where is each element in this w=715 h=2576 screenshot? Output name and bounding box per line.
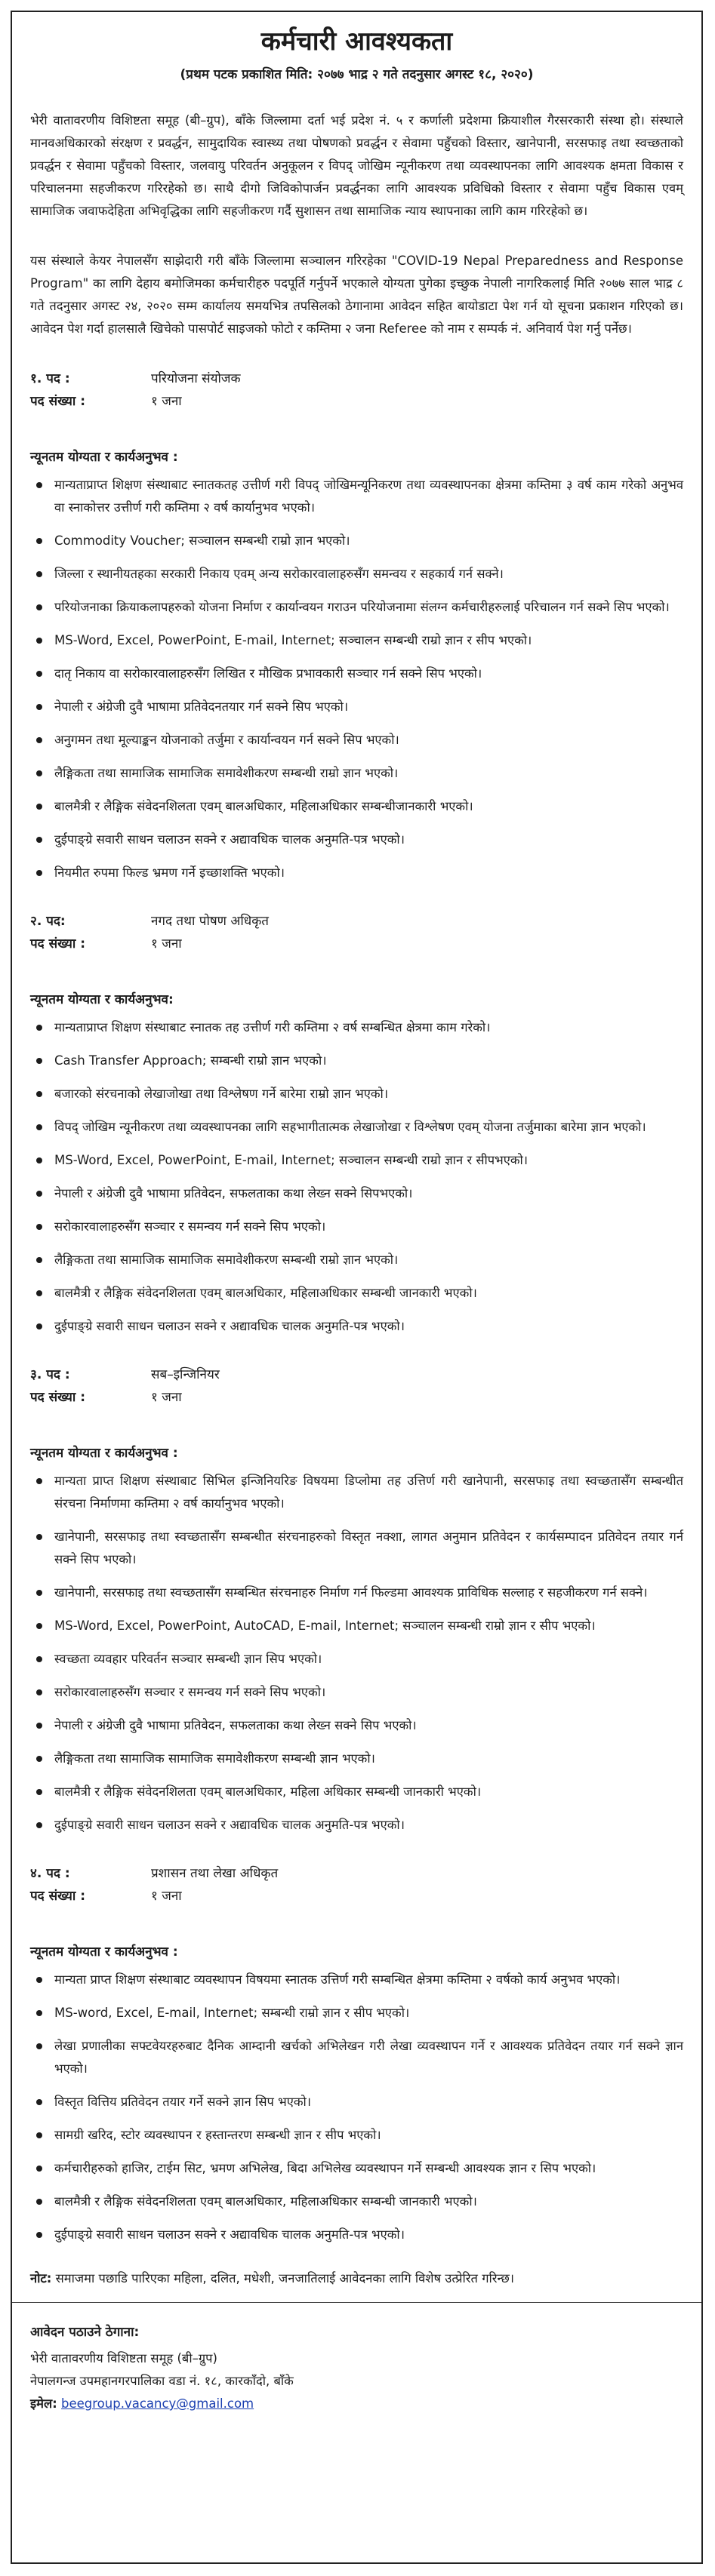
post-row bbox=[30, 367, 683, 390]
address-heading: आवेदन पठाउने ठेगाना: bbox=[30, 2325, 140, 2340]
requirement-item: खानेपानी, सरसफाइ तथा स्वच्छतासँग सम्बन्धीत संरचनाहरुको विस्तृत नक्शा, लागत अनुमान प्रतिवेदन र कार्यसम्पादन प्रतिवेदन तयार गर्न सक्ने सिप भएको। bbox=[54, 1526, 683, 1571]
post-title: नगद तथा पोषण अधिकृत bbox=[151, 914, 269, 929]
requirements-list bbox=[30, 474, 683, 884]
address-line: नेपालगन्ज उपमहानगरपालिका वडा नं. १८, कारकाँदो, बाँके bbox=[30, 2374, 294, 2388]
requirement-item: नेपाली र अंग्रेजी दुवै भाषामा प्रतिवेदनतयार गर्न सक्ने सिप भएको। bbox=[54, 696, 683, 718]
requirement-item: MS-Word, Excel, PowerPoint, E-mail, Internet; सञ्चालन सम्बन्धी राम्रो ज्ञान र सीप भएको। bbox=[54, 629, 683, 652]
requirement-item: सरोकारवालाहरुसँग सञ्चार र समन्वय गर्न सक्ने सिप भएको। bbox=[54, 1681, 683, 1704]
post-label: ३. पद : bbox=[30, 1367, 70, 1382]
email-label: इमेल: bbox=[30, 2396, 57, 2411]
requirement-item: Commodity Voucher; सञ्चालन सम्बन्धी राम्रो ज्ञान भएको। bbox=[54, 530, 683, 552]
note-text: समाजमा पछाडि पारिएका महिला, दलित, मधेशी, जनजातिलाई आवेदनका लागि विशेष उत्प्रेरित गरिन्छ। bbox=[55, 2271, 515, 2286]
post-count-label: पद संख्या : bbox=[30, 936, 86, 951]
requirement-item: बालमैत्री र लैङ्गिक संवेदनशिलता एवम् बालअधिकार, महिला अधिकार सम्बन्धी जानकारी भएको। bbox=[54, 1781, 683, 1803]
post-count-value: १ जना bbox=[151, 936, 182, 951]
vacancy-notice bbox=[11, 11, 703, 2564]
requirement-item: परियोजनाका क्रियाकलापहरुको योजना निर्माण र कार्यान्वयन गराउन परियोजनामा संलग्न कर्मचारीहरुलाई परिचालन गर्न सक्ने सिप भएको। bbox=[54, 596, 683, 619]
requirements-list bbox=[30, 1016, 683, 1338]
requirement-item: मान्यता प्राप्त शिक्षण संस्थाबाट व्यवस्थापन विषयमा स्नातक उत्तिर्ण गरी सम्बन्धित क्षेत्रमा कम्तिमा २ वर्षको कार्य अनुभव भएको। bbox=[54, 1969, 683, 1991]
position-section bbox=[30, 367, 683, 884]
requirement-item: बालमैत्री र लैङ्गिक संवेदनशिलता एवम् बालअधिकार, महिलाअधिकार सम्बन्धी जानकारी भएको। bbox=[54, 2190, 683, 2213]
requirement-item: बालमैत्री र लैङ्गिक संवेदनशिलता एवम् बालअधिकार, महिलाअधिकार सम्बन्धीजानकारी भएको। bbox=[54, 795, 683, 818]
requirement-item: दुईपाङ्ग्रे सवारी साधन चलाउन सक्ने र अद्यावधिक चालक अनुमति-पत्र भएको। bbox=[54, 1315, 683, 1338]
requirement-item: मान्यता प्राप्त शिक्षण संस्थाबाट सिभिल इन्जिनियरिङ विषयमा डिप्लोमा तह उत्तिर्ण गरी खानेपानी, सरसफाइ तथा स्वच्छतासँग सम्बन्धीत संरचना निर्माणमा कम्तिमा २ वर्ष कार्यानुभव भएको। bbox=[54, 1470, 683, 1515]
notice-title: कर्मचारी आवश्यकता bbox=[260, 26, 453, 57]
post-count-value: १ जना bbox=[151, 394, 182, 409]
requirements-heading: न्यूनतम योग्यता र कार्यअनुभव: bbox=[30, 992, 174, 1007]
requirement-item: नेपाली र अंग्रेजी दुवै भाषामा प्रतिवेदन, सफलताका कथा लेख्न सक्ने सिप भएको। bbox=[54, 1714, 683, 1737]
post-title: सब–इन्जिनियर bbox=[151, 1367, 220, 1382]
requirement-item: बजारको संरचनाको लेखाजोखा तथा विश्लेषण गर्ने बारेमा राम्रो ज्ञान भएको। bbox=[54, 1083, 683, 1105]
post-count-value: १ जना bbox=[151, 1390, 182, 1405]
requirement-item: सामग्री खरिद, स्टोर व्यवस्थापन र हस्तान्तरण सम्बन्धी ज्ञान र सीप भएको। bbox=[54, 2124, 683, 2147]
post-title: परियोजना संयोजक bbox=[151, 371, 241, 386]
position-section bbox=[30, 910, 683, 1338]
requirements-heading: न्यूनतम योग्यता र कार्यअनुभव : bbox=[30, 450, 178, 465]
notice-subtitle: (प्रथम पटक प्रकाशित मिति: २०७७ भाद्र २ गते तदनुसार अगस्ट १८, २०२०) bbox=[180, 67, 534, 82]
post-title: प्रशासन तथा लेखा अधिकृत bbox=[151, 1866, 279, 1881]
requirement-item: दुईपाङ्ग्रे सवारी साधन चलाउन सक्ने र अद्यावधिक चालक अनुमति-पत्र भएको। bbox=[54, 1814, 683, 1837]
post-count-label: पद संख्या : bbox=[30, 1390, 86, 1405]
requirement-item: स्वच्छता व्यवहार परिवर्तन सञ्चार सम्बन्धी ज्ञान सिप भएको। bbox=[54, 1648, 683, 1671]
post-row bbox=[30, 1363, 683, 1386]
email-link[interactable]: beegroup.vacancy@gmail.com bbox=[61, 2396, 254, 2411]
post-row bbox=[30, 910, 683, 933]
post-count-row bbox=[30, 1885, 683, 1907]
requirement-item: लेखा प्रणालीका सफ्टवेयरहरुबाट दैनिक आम्दानी खर्चको अभिलेखन गरी लेखा व्यवस्थापन गर्ने र आवश्यक प्रतिवेदन तयार गर्न सक्ने ज्ञान भएको। bbox=[54, 2035, 683, 2080]
requirement-item: लैङ्गिकता तथा सामाजिक सामाजिक समावेशीकरण सम्बन्धी राम्रो ज्ञान भएको। bbox=[54, 1249, 683, 1271]
requirement-item: कर्मचारीहरुको हाजिर, टाईम सिट, भ्रमण अभिलेख, बिदा अभिलेख व्यवस्थापन गर्ने सम्बन्धी आवश्यक ज्ञान र सिप भएको। bbox=[54, 2157, 683, 2180]
note bbox=[30, 2267, 683, 2290]
intro-paragraph: यस संस्थाले केयर नेपालसँग साझेदारी गरी बाँके जिल्लामा सञ्चालन गरिरहेका "COVID-19 Nepal Preparedness and Response Program" का लागि देहाय बमोजिमका कर्मचारीहरु पदपूर्ति गर्नुपर्ने भएकाले योग्यता पुगेका इच्छुक नेपाली नागरिकलाई मिति २०७७ साल भाद्र ८ गते तदनुसार अगस्ट २४, २०२० सम्म कार्यालय समयभित्र तपसिलको ठेगानामा आवेदन सहित बायोडाटा पेश गर्न यो सूचना प्रकाशन गरिएको छ। आवेदन पेश गर्दा हालसालै खिचेको पासपोर्ट साइजको फोटो र कम्तिमा २ जना Referee को नाम र सम्पर्क नं. अनिवार्य पेश गर्नु पर्नेछ। bbox=[30, 254, 683, 336]
requirement-item: विपद् जोखिम न्यूनीकरण तथा व्यवस्थापनका लागि सहभागीतात्मक लेखाजोखा र विश्लेषण एवम् योजना तर्जुमाका बारेमा ज्ञान भएको। bbox=[54, 1116, 683, 1139]
requirement-item: नेपाली र अंग्रेजी दुवै भाषामा प्रतिवेदन, सफलताका कथा लेख्न सक्ने सिपभएको। bbox=[54, 1182, 683, 1205]
position-section bbox=[30, 1363, 683, 1837]
address-line: भेरी वातावरणीय विशिष्टता समूह (बी–ग्रुप) bbox=[30, 2351, 217, 2365]
requirements-heading: न्यूनतम योग्यता र कार्यअनुभव : bbox=[30, 1446, 178, 1461]
requirement-item: नियमीत रुपमा फिल्ड भ्रमण गर्ने इच्छाशक्ति भएको। bbox=[54, 862, 683, 884]
intro-paragraph: भेरी वातावरणीय विशिष्टता समूह (बी–ग्रुप), बाँके जिल्लामा दर्ता भई प्रदेश नं. ५ र कर्णाली प्रदेशमा क्रियाशील गैरसरकारी संस्था हो। संस्थाले मानवअधिकारको संरक्षण र प्रवर्द्धन, सामुदायिक स्वास्थ्य तथा पोषणको प्रवर्द्धन र सेवामा पहुँचको विस्तार, खानेपानी, सरसफाइ तथा स्वच्छताको प्रवर्द्धन र सेवामा पहुँचको विस्तार, जलवायु परिवर्तन अनुकूलन र विपद् जोखिम न्यूनीकरण तथा व्यवस्थापनका लागि आवश्यक क्षमता विकास र परिचालनमा सहजीकरण गरिरहेको छ। साथै दीगो जिविकोपार्जन प्रवर्द्धनका लागि आवश्यक प्रविधिको विस्तार र सेवामा पहुँच विकास एवम् सामाजिक जवाफदेहिता अभिवृद्धिका लागि सहजीकरण गर्दै सुशासन तथा सामाजिक न्याय स्थापनाका लागि काम गरिरहेको छ। bbox=[30, 113, 683, 218]
post-count-row bbox=[30, 933, 683, 955]
position-section bbox=[30, 1862, 683, 2246]
note-label: नोट: bbox=[30, 2271, 52, 2286]
requirement-item: अनुगमन तथा मूल्याङ्कन योजनाको तर्जुमा र कार्यान्वयन गर्न सक्ने सिप भएको। bbox=[54, 729, 683, 752]
requirement-item: दुईपाङ्ग्रे सवारी साधन चलाउन सक्ने र अद्यावधिक चालक अनुमति-पत्र भएको। bbox=[54, 828, 683, 851]
post-count-value: १ जना bbox=[151, 1889, 182, 1904]
positions-list bbox=[30, 367, 683, 2246]
requirement-item: जिल्ला र स्थानीयतहका सरकारी निकाय एवम् अन्य सरोकारवालाहरुसँग समन्वय र सहकार्य गर्न सक्ने। bbox=[54, 563, 683, 586]
post-count-row bbox=[30, 390, 683, 413]
requirements-list bbox=[30, 1470, 683, 1837]
post-count-row bbox=[30, 1386, 683, 1409]
requirement-item: दुईपाङ्ग्रे सवारी साधन चलाउन सक्ने र अद्यावधिक चालक अनुमति-पत्र भएको। bbox=[54, 2224, 683, 2246]
requirement-item: मान्यताप्राप्त शिक्षण संस्थाबाट स्नातक तह उत्तीर्ण गरी कम्तिमा २ वर्ष सम्बन्धित क्षेत्रमा काम गरेको। bbox=[54, 1016, 683, 1039]
post-count-label: पद संख्या : bbox=[30, 394, 86, 409]
requirement-item: बालमैत्री र लैङ्गिक संवेदनशिलता एवम् बालअधिकार, महिलाअधिकार सम्बन्धी जानकारी भएको। bbox=[54, 1282, 683, 1305]
post-count-label: पद संख्या : bbox=[30, 1889, 86, 1904]
requirement-item: MS-Word, Excel, PowerPoint, AutoCAD, E-mail, Internet; सञ्चालन सम्बन्धी राम्रो ज्ञान र सीप भएको। bbox=[54, 1615, 683, 1637]
requirement-item: सरोकारवालाहरुसँग सञ्चार र समन्वय गर्न सक्ने सिप भएको। bbox=[54, 1216, 683, 1238]
requirement-item: लैङ्गिकता तथा सामाजिक सामाजिक समावेशीकरण सम्बन्धी राम्रो ज्ञान भएको। bbox=[54, 762, 683, 785]
requirement-item: Cash Transfer Approach; सम्बन्धी राम्रो ज्ञान भएको। bbox=[54, 1050, 683, 1072]
email-row bbox=[30, 2393, 683, 2415]
requirement-item: मान्यताप्राप्त शिक्षण संस्थाबाट स्नातकतह उत्तीर्ण गरी विपद् जोखिमन्यूनिकरण तथा व्यवस्थापनका क्षेत्रमा कम्तिमा ३ वर्ष काम गरेको अनुभव वा स्नाकोत्तर उत्तीर्ण गरी कम्तिमा २ वर्ष कार्यानुभव भएको। bbox=[54, 474, 683, 519]
post-label: ४. पद : bbox=[30, 1866, 70, 1881]
requirement-item: लैङ्गिकता तथा सामाजिक सामाजिक समावेशीकरण सम्बन्धी ज्ञान भएको। bbox=[54, 1748, 683, 1770]
requirement-item: MS-word, Excel, E-mail, Internet; सम्बन्धी राम्रो ज्ञान र सीप भएको। bbox=[54, 2002, 683, 2024]
requirements-heading: न्यूनतम योग्यता र कार्यअनुभव : bbox=[30, 1944, 178, 1960]
requirement-item: विस्तृत वित्तिय प्रतिवेदन तयार गर्ने सक्ने ज्ञान सिप भएको। bbox=[54, 2091, 683, 2113]
requirement-item: MS-Word, Excel, PowerPoint, E-mail, Internet; सञ्चालन सम्बन्धी राम्रो ज्ञान र सीपभएको। bbox=[54, 1149, 683, 1172]
post-row bbox=[30, 1862, 683, 1885]
requirement-item: दातृ निकाय वा सरोकारवालाहरुसँग लिखित र मौखिक प्रभावकारी सञ्चार गर्न सक्ने सिप भएको। bbox=[54, 662, 683, 685]
post-label: २. पद: bbox=[30, 914, 66, 929]
post-label: १. पद : bbox=[30, 371, 70, 386]
divider bbox=[12, 2302, 701, 2303]
requirements-list bbox=[30, 1969, 683, 2246]
requirement-item: खानेपानी, सरसफाइ तथा स्वच्छतासँग सम्बन्धित संरचनाहरु निर्माण गर्न फिल्डमा आवश्यक प्राविधिक सल्लाह र सहजीकरण गर्न सक्ने। bbox=[54, 1582, 683, 1604]
